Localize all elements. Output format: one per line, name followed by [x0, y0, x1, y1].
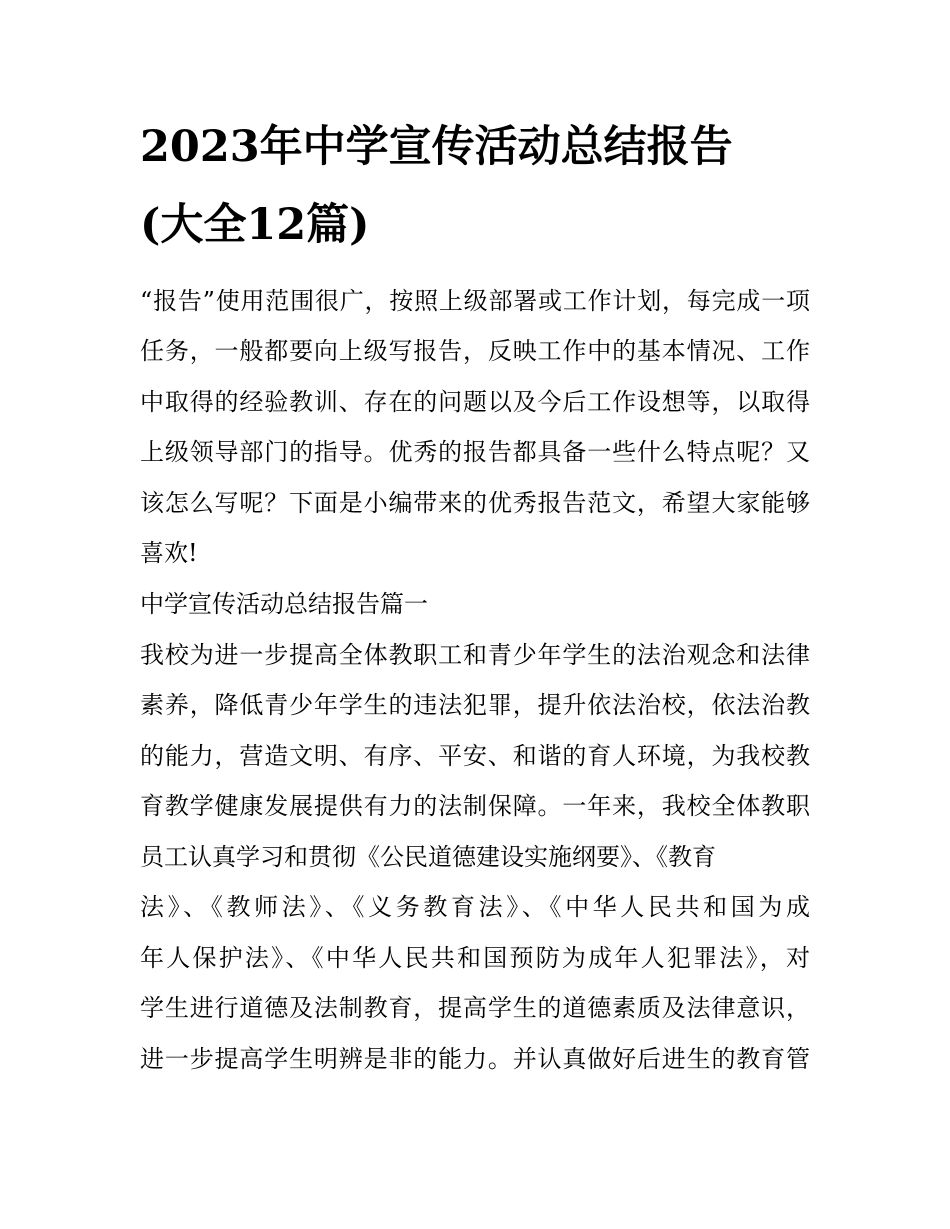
body-line-4: 育教学健康发展提供有力的法制保障。一年来，我校全体教职	[140, 792, 810, 820]
section-heading: 中学宣传活动总结报告篇一	[140, 590, 428, 618]
body-line-5: 员工认真学习和贯彻《公民道德建设实施纲要》、《教育	[140, 843, 716, 871]
body-line-8: 学生进行道德及法制教育，提高学生的道德素质及法律意识，	[140, 994, 810, 1022]
intro-line-1: “报告”使用范围很广，按照上级部署或工作计划，每完成一项	[140, 287, 810, 315]
document-title-line-2: (大全12篇)	[140, 200, 370, 250]
intro-line-5: 该怎么写呢？下面是小编带来的优秀报告范文，希望大家能够	[140, 489, 810, 517]
body-line-1: 我校为进一步提高全体教职工和青少年学生的法治观念和法律	[140, 641, 810, 669]
body-line-2: 素养，降低青少年学生的违法犯罪，提升依法治校，依法治教	[140, 691, 810, 719]
body-line-6: 法》、《教师法》、《义务教育法》、《中华人民共和国为成	[140, 893, 810, 921]
body-line-9: 进一步提高学生明辨是非的能力。并认真做好后进生的教育管	[140, 1045, 810, 1073]
intro-line-2: 任务，一般都要向上级写报告，反映工作中的基本情况、工作	[140, 337, 810, 365]
body-line-7: 年人保护法》、《中华人民共和国预防为成年人犯罪法》，对	[140, 944, 810, 972]
body-line-3: 的能力，营造文明、有序、平安、和谐的育人环境，为我校教	[140, 742, 810, 770]
intro-line-3: 中取得的经验教训、存在的问题以及今后工作设想等，以取得	[140, 388, 810, 416]
intro-line-4: 上级领导部门的指导。优秀的报告都具备一些什么特点呢？又	[140, 438, 810, 466]
document-title-line-1: 2023年中学宣传活动总结报告	[140, 122, 733, 172]
intro-line-6: 喜欢!	[140, 539, 198, 567]
